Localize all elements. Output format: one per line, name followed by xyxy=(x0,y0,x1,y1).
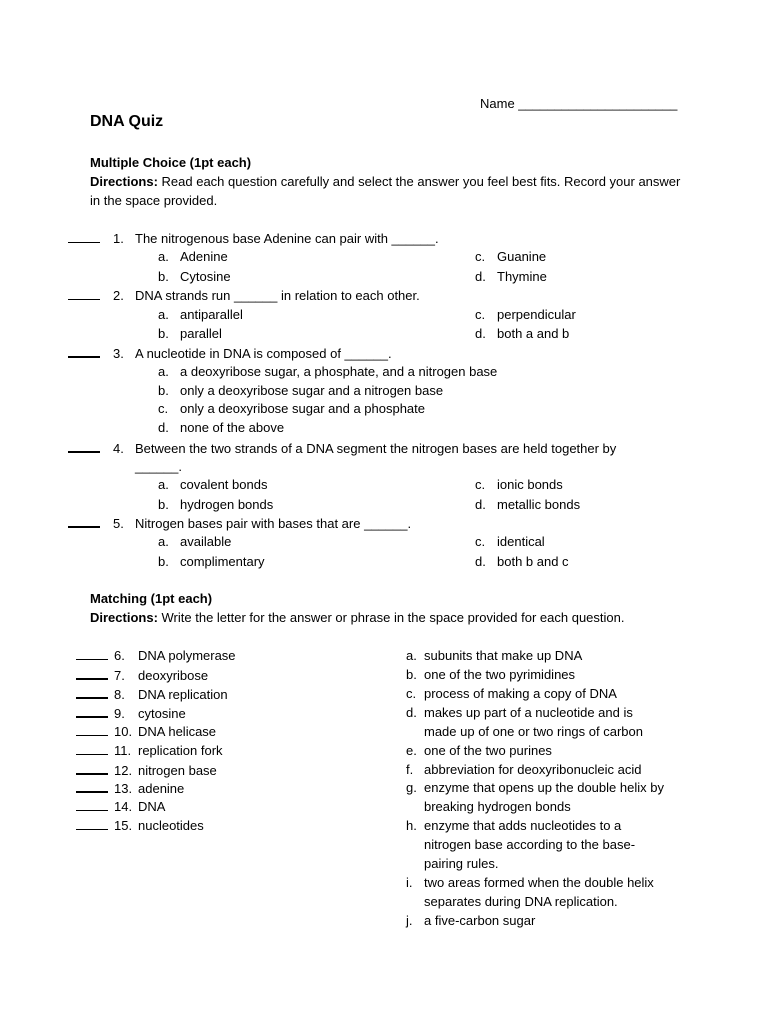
question-number: 4. xyxy=(113,441,124,456)
matching-answer: a. subunits that make up DNA xyxy=(406,648,583,663)
answer-blank[interactable] xyxy=(76,741,108,755)
answer-blank[interactable] xyxy=(76,722,108,736)
answer-blank[interactable] xyxy=(76,797,108,811)
matching-term: 12. nitrogen base xyxy=(76,760,217,780)
answer-blank[interactable] xyxy=(68,513,100,528)
answer-blank[interactable] xyxy=(68,438,100,453)
matching-answer: h. enzyme that adds nucleotides to a nitrogen base according to the base-pairing rules. xyxy=(406,818,636,871)
answer-blank[interactable] xyxy=(76,703,108,718)
question-text-continued: ______. xyxy=(135,459,182,474)
matching-term: 11. replication fork xyxy=(76,741,223,760)
mc-directions xyxy=(90,172,690,210)
matching-term: 9. cytosine xyxy=(76,703,186,723)
mc-directions-text: Read each question carefully and select the answer you feel best fits. Record your answer in the space provided. xyxy=(90,174,681,208)
matching-directions xyxy=(90,608,624,627)
matching-term: 8. DNA replication xyxy=(76,684,228,704)
option: c. identical xyxy=(475,534,545,549)
matching-answer: e. one of the two purines xyxy=(406,743,552,758)
option: b. parallel xyxy=(158,326,222,341)
question-3 xyxy=(68,343,392,363)
answer-blank[interactable] xyxy=(68,229,100,243)
matching-term: 7. deoxyribose xyxy=(76,665,208,685)
matching-term: 10. DNA helicase xyxy=(76,722,216,741)
option: a. available xyxy=(158,534,232,549)
option: b. hydrogen bonds xyxy=(158,497,274,512)
question-number: 2. xyxy=(113,288,124,303)
matching-term: 6. DNA polymerase xyxy=(76,646,236,665)
matching-answer: b. one of the two pyrimidines xyxy=(406,667,576,682)
option: a. a deoxyribose sugar, a phosphate, and a nitrogen base xyxy=(158,364,498,379)
matching-directions-label: Directions: xyxy=(90,610,158,625)
question-text: The nitrogenous base Adenine can pair with ______. xyxy=(135,231,439,246)
option: a. covalent bonds xyxy=(158,477,268,492)
option: c. ionic bonds xyxy=(475,477,563,492)
option: b. complimentary xyxy=(158,554,265,569)
option: c. perpendicular xyxy=(475,307,576,322)
answer-blank[interactable] xyxy=(76,760,108,775)
option: b. Cytosine xyxy=(158,269,231,284)
answer-blank[interactable] xyxy=(76,646,108,660)
question-1 xyxy=(68,229,439,248)
question-text: Between the two strands of a DNA segment the nitrogen bases are held together by xyxy=(135,441,617,456)
question-text: A nucleotide in DNA is composed of ______. xyxy=(135,346,392,361)
matching-heading: Matching (1pt each) xyxy=(90,591,213,606)
question-5 xyxy=(68,513,411,533)
mc-directions-label: Directions: xyxy=(90,174,158,189)
name-field: Name ______________________ xyxy=(480,96,678,111)
option: d. metallic bonds xyxy=(475,497,581,512)
matching-term: 14. DNA xyxy=(76,797,165,816)
page-title: DNA Quiz xyxy=(90,113,164,130)
answer-blank[interactable] xyxy=(76,778,108,793)
question-text: DNA strands run ______ in relation to each other. xyxy=(135,288,420,303)
option: d. both a and b xyxy=(475,326,570,341)
answer-blank[interactable] xyxy=(76,665,108,680)
answer-blank[interactable] xyxy=(68,286,100,300)
matching-answer: g. enzyme that opens up the double helix by breaking hydrogen bonds xyxy=(406,780,664,814)
option: a. antiparallel xyxy=(158,307,243,322)
option: d. none of the above xyxy=(158,420,285,435)
question-number: 1. xyxy=(113,231,124,246)
option: b. only a deoxyribose sugar and a nitrogen base xyxy=(158,383,444,398)
matching-answer: f. abbreviation for deoxyribonucleic acid xyxy=(406,762,642,777)
matching-answer: c. process of making a copy of DNA xyxy=(406,686,617,701)
question-2 xyxy=(68,286,420,305)
option: c. only a deoxyribose sugar and a phosphate xyxy=(158,401,426,416)
matching-answer: j. a five-carbon sugar xyxy=(406,913,536,928)
question-number: 5. xyxy=(113,516,124,531)
option: c. Guanine xyxy=(475,249,547,264)
matching-directions-text: Write the letter for the answer or phrase in the space provided for each question. xyxy=(157,610,625,625)
answer-blank[interactable] xyxy=(76,816,108,830)
option: a. Adenine xyxy=(158,249,228,264)
answer-blank[interactable] xyxy=(68,343,100,358)
matching-answer: i. two areas formed when the double helix separates during DNA replication. xyxy=(406,875,654,909)
answer-blank[interactable] xyxy=(76,684,108,699)
question-text: Nitrogen bases pair with bases that are ______. xyxy=(135,516,412,531)
matching-term: 13. adenine xyxy=(76,778,184,798)
option: d. Thymine xyxy=(475,269,547,284)
matching-term: 15. nucleotides xyxy=(76,816,204,835)
question-4 xyxy=(68,438,616,458)
question-number: 3. xyxy=(113,346,124,361)
option: d. both b and c xyxy=(475,554,569,569)
mc-heading: Multiple Choice (1pt each) xyxy=(90,155,252,170)
matching-answer: d. makes up part of a nucleotide and is made up of one or two rings of carbon xyxy=(406,705,643,739)
